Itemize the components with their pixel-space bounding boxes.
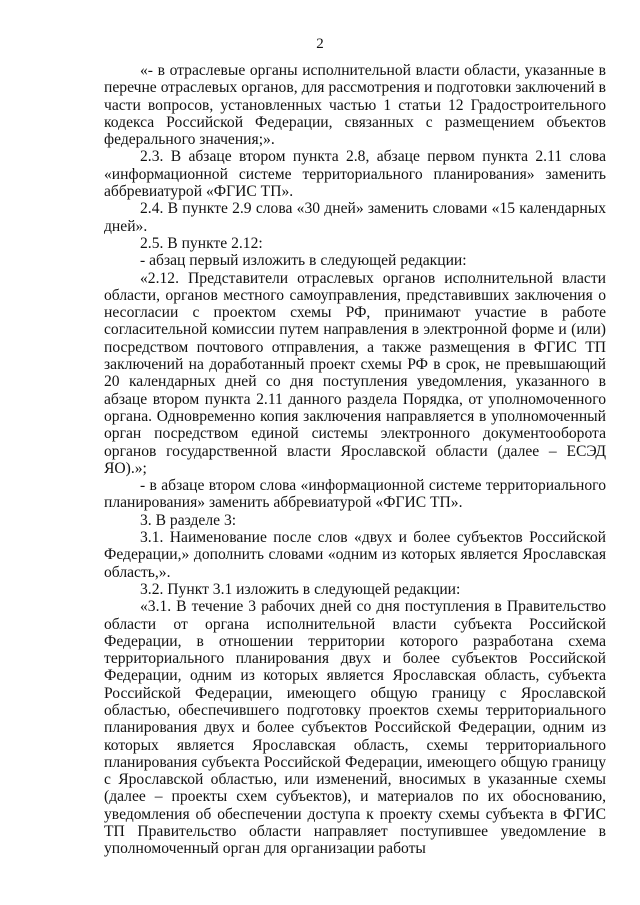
paragraph-regional-bodies: «- в отраслевые органы исполнительной власти области, указанные в перечне отраслевых органов, для рассмотрения и подготовки заключений в части вопросов, установленных частью 1 статьи 12 Градостроительного кодекса Российской Федерации, связанных с размещением объектов федерального значения;». bbox=[104, 62, 606, 149]
document-body bbox=[104, 62, 606, 858]
paragraph-2-4: 2.4. В пункте 2.9 слова «30 дней» заменить словами «15 календарных дней». bbox=[104, 200, 606, 235]
paragraph-3-2: 3.2. Пункт 3.1 изложить в следующей редакции: bbox=[140, 580, 461, 598]
paragraph-2-12-text: «2.12. Представители отраслевых органов исполнительной власти области, органов местного самоуправления, представивших заключения о несогласии с проектом схемы РФ, принимают участие в работе согласительной комиссии путем направления в электронной форме и (или) посредством почтового отправления, а также размещения в ФГИС ТП заключений на доработанный проект схемы РФ в срок, не превышающий 20 календарных дней со дня поступления уведомления, указанного в абзаце втором пункта 2.11 данного раздела Порядка, от уполномоченного органа. Одновременно копия заключения направляется в уполномоченный орган посредством единой системы электронного документооборота органов государственной власти Ярославской области (далее – ЕСЭД ЯО).»; bbox=[104, 269, 606, 477]
page-number: 2 bbox=[316, 36, 324, 52]
paragraph-2-5: 2.5. В пункте 2.12: bbox=[140, 234, 263, 252]
paragraph-section-3: 3. В разделе 3: bbox=[140, 511, 237, 529]
paragraph-3-1-text: «3.1. В течение 3 рабочих дней со дня поступления в Правительство области от органа исполнительной власти субъекта Российской Федерации, в отношении территории которого разработана схема территориального планирования двух и более субъектов Российской Федерации, одним из которых является Ярославская область, субъекта Российской Федерации, имеющего общую границу с Ярославской областью, обеспечившего подготовку проектов схемы территориального планирования двух и более субъектов Российской Федерации, одним из которых является Ярославская область, схемы территориального планирования субъекта Российской Федерации, имеющего общую границу с Ярославской областью, или изменений, вносимых в указанные схемы (далее – проекты схем субъектов), и материалов по их обоснованию, уведомления об обеспечении доступа к проекту схемы субъекта в ФГИС ТП Правительство области направляет поступившее уведомление в уполномоченный орган для организации работы bbox=[104, 598, 606, 858]
paragraph-first-abzac: - абзац первый изложить в следующей редакции: bbox=[140, 252, 467, 270]
paragraph-2-3: 2.3. В абзаце втором пункта 2.8, абзаце первом пункта 2.11 слова «информационной системе территориального планирования» заменить аббревиатурой «ФГИС ТП». bbox=[104, 148, 606, 201]
paragraph-second-abzac: - в абзаце втором слова «информационной системе территориального планирования» заменить аббревиатурой «ФГИС ТП». bbox=[104, 477, 606, 512]
paragraph-3-1: 3.1. Наименование после слов «двух и более субъектов Российской Федерации,» дополнить словами «одним из которых является Ярославская область,». bbox=[104, 529, 606, 581]
